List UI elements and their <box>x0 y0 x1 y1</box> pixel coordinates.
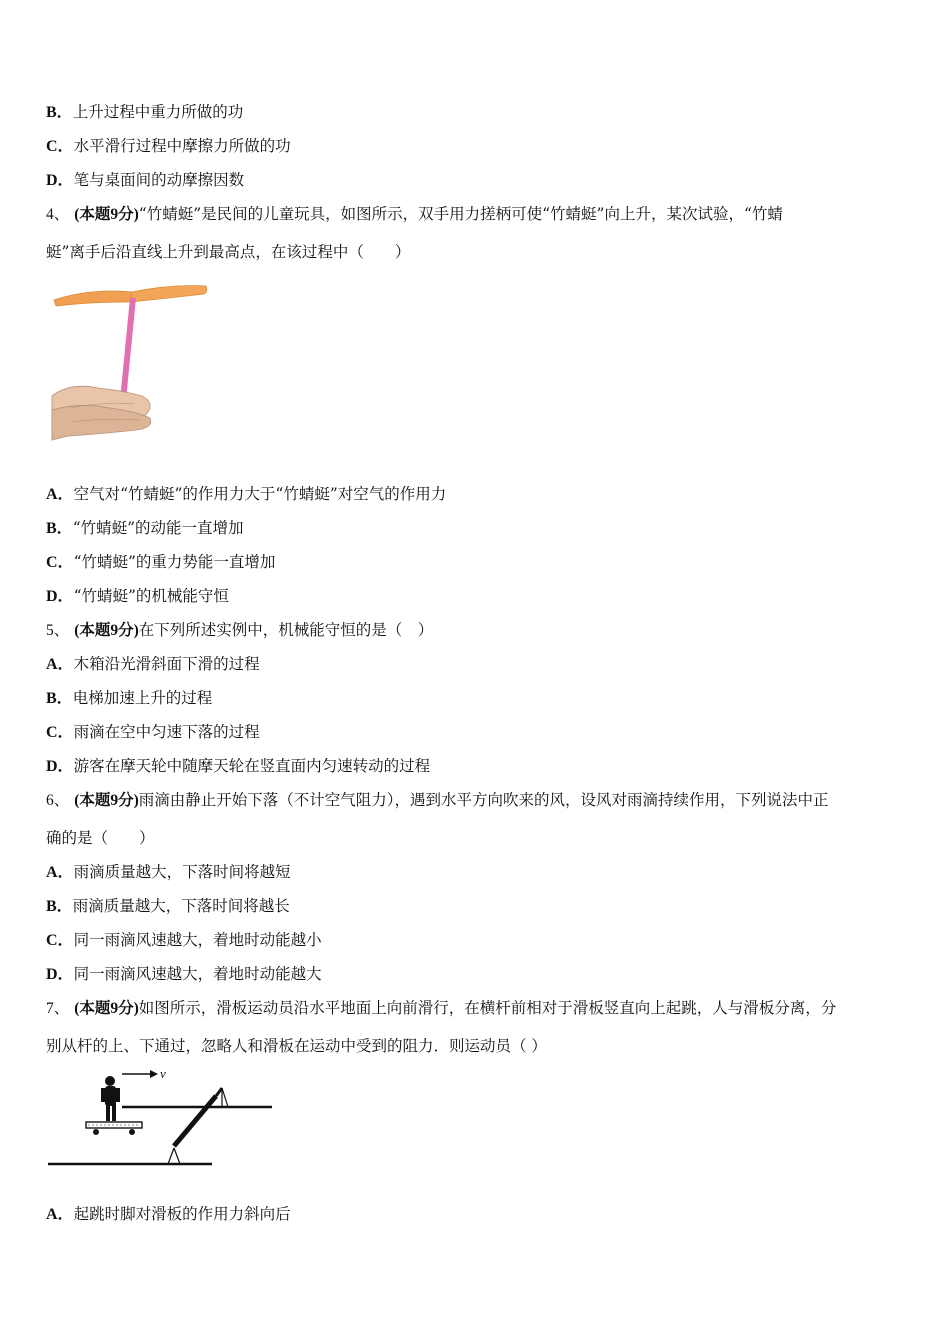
q4-option-a <box>46 484 910 505</box>
question-text: 雨滴由静止开始下落（不计空气阻力），遇到水平方向吹来的风，设风对雨滴持续作用，下列说法中正 <box>138 791 829 809</box>
option-letter: A． <box>46 656 74 673</box>
q4-stem-line2 <box>46 242 910 262</box>
q3-option-d <box>46 170 910 191</box>
option-text: “竹蜻蜓”的机械能守恒 <box>73 587 229 605</box>
option-text: “竹蜻蜓”的重力势能一直增加 <box>73 553 276 571</box>
q7-stem-line2 <box>46 1036 910 1056</box>
option-letter: A． <box>46 486 74 503</box>
q7-stem-line1 <box>46 998 910 1019</box>
question-points: (本题9分) <box>74 1000 139 1017</box>
bamboo-dragonfly-illustration <box>50 278 210 443</box>
bamboo-dragonfly-figure <box>50 278 210 447</box>
option-letter: D． <box>46 172 74 189</box>
q5-stem-line1 <box>46 620 910 641</box>
q4-option-c <box>46 552 910 573</box>
skateboard-diagram <box>46 1064 278 1172</box>
question-text: 确的是（ ） <box>46 829 155 847</box>
option-letter: A． <box>46 1206 74 1223</box>
option-text: 笔与桌面间的动摩擦因数 <box>73 171 245 189</box>
option-text: 雨滴质量越大，下落时间将越长 <box>72 897 290 915</box>
option-text: 同一雨滴风速越大，着地时动能越小 <box>73 931 322 949</box>
option-letter: D． <box>46 758 74 775</box>
q5-option-d <box>46 756 910 777</box>
question-points: (本题9分) <box>74 206 139 223</box>
question-text: 蜓”离手后沿直线上升到最高点，在该过程中（ ） <box>46 243 411 261</box>
question-points: (本题9分) <box>74 622 139 639</box>
option-letter: C． <box>46 554 74 571</box>
question-number: 5、 <box>46 622 70 639</box>
question-text: “竹蜻蜓”是民间的儿童玩具，如图所示，双手用力搓柄可使“竹蜻蜓”向上升，某次试验，“竹蜻 <box>138 205 783 223</box>
option-text: “竹蜻蜓”的动能一直增加 <box>72 519 244 537</box>
option-letter: C． <box>46 932 74 949</box>
q3-option-c <box>46 136 910 157</box>
q6-option-d <box>46 964 910 985</box>
q7-option-a <box>46 1204 910 1225</box>
option-letter: B． <box>46 520 73 537</box>
option-text: 起跳时脚对滑板的作用力斜向后 <box>73 1205 291 1223</box>
question-number: 7、 <box>46 1000 70 1017</box>
q6-stem-line1 <box>46 790 910 811</box>
option-text: 游客在摩天轮中随摩天轮在竖直面内匀速转动的过程 <box>73 757 431 775</box>
q4-option-d <box>46 586 910 607</box>
option-letter: D． <box>46 966 74 983</box>
option-letter: A． <box>46 864 74 881</box>
question-text: 如图所示，滑板运动员沿水平地面上向前滑行，在横杆前相对于滑板竖直向上起跳，人与滑板分离，分 <box>138 999 837 1017</box>
option-text: 水平滑行过程中摩擦力所做的功 <box>73 137 291 155</box>
option-letter: C． <box>46 724 74 741</box>
q5-option-a <box>46 654 910 675</box>
skateboard-figure <box>46 1064 278 1176</box>
option-text: 雨滴质量越大，下落时间将越短 <box>73 863 291 881</box>
option-text: 木箱沿光滑斜面下滑的过程 <box>73 655 260 673</box>
question-points: (本题9分) <box>74 792 139 809</box>
q6-stem-line2 <box>46 828 910 848</box>
option-letter: C． <box>46 138 74 155</box>
question-text: 别从杆的上、下通过，忽略人和滑板在运动中受到的阻力．则运动员（ ） <box>46 1037 547 1055</box>
question-number: 4、 <box>46 206 70 223</box>
q5-option-b <box>46 688 910 709</box>
q4-option-b <box>46 518 910 539</box>
option-text: 同一雨滴风速越大，着地时动能越大 <box>73 965 322 983</box>
velocity-label: v <box>160 1066 166 1081</box>
option-text: 电梯加速上升的过程 <box>72 689 213 707</box>
q3-option-b <box>46 102 910 123</box>
option-letter: D． <box>46 588 74 605</box>
q6-option-b <box>46 896 910 917</box>
question-text: 在下列所述实例中，机械能守恒的是（ ） <box>138 621 434 639</box>
q6-option-c <box>46 930 910 951</box>
q5-option-c <box>46 722 910 743</box>
question-number: 6、 <box>46 792 70 809</box>
option-text: 空气对“竹蜻蜓”的作用力大于“竹蜻蜓”对空气的作用力 <box>73 485 447 503</box>
option-letter: B． <box>46 690 73 707</box>
option-text: 雨滴在空中匀速下落的过程 <box>73 723 260 741</box>
option-letter: B． <box>46 104 73 121</box>
option-letter: B． <box>46 898 73 915</box>
option-text: 上升过程中重力所做的功 <box>72 103 244 121</box>
q6-option-a <box>46 862 910 883</box>
q4-stem-line1 <box>46 204 910 225</box>
